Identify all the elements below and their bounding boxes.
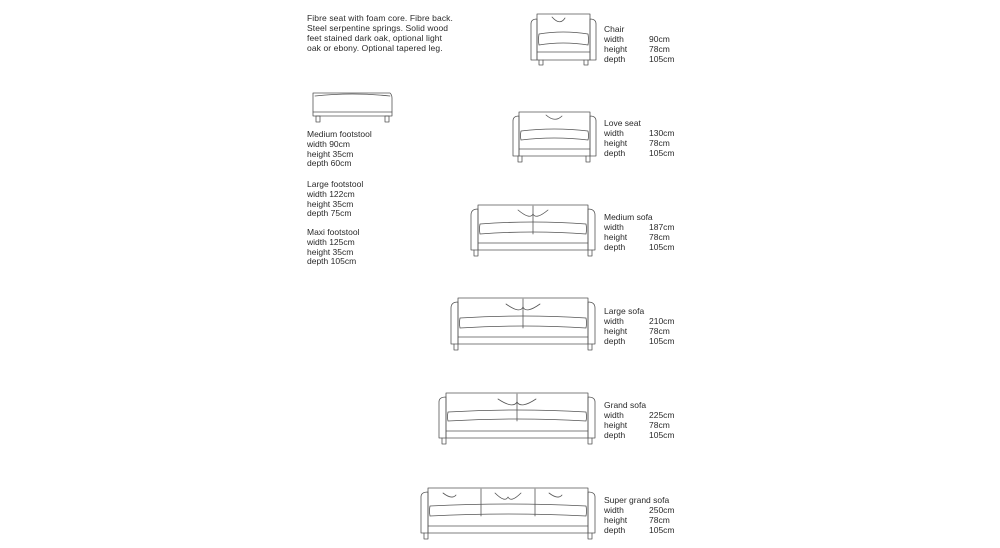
spec-grand-sofa (604, 400, 675, 440)
depth-label: depth (604, 148, 626, 158)
footstool-depth: depth 60cm (307, 158, 352, 169)
width-label: width (604, 128, 624, 138)
depth-label: depth (604, 242, 626, 252)
height-value: 78cm (649, 515, 670, 525)
width-value: 210cm (649, 316, 675, 326)
height-label: height (604, 420, 628, 430)
product-name: Large sofa (604, 306, 645, 316)
width-value: 225cm (649, 410, 675, 420)
width-label: width (604, 34, 624, 44)
product-name: Chair (604, 24, 625, 34)
height-value: 78cm (649, 44, 670, 54)
width-value: 130cm (649, 128, 675, 138)
depth-label: depth (604, 525, 626, 535)
footstool-width: width 122cm (307, 188, 355, 199)
product-name: Medium sofa (604, 212, 653, 222)
product-name: Love seat (604, 118, 641, 128)
depth-label: depth (604, 336, 626, 346)
product-name: Grand sofa (604, 400, 647, 410)
depth-value: 105cm (649, 242, 675, 252)
height-label: height (604, 232, 628, 242)
product-name: Super grand sofa (604, 495, 670, 505)
footstool-name: Maxi footstool (307, 227, 360, 237)
depth-value: 105cm (649, 525, 675, 535)
height-value: 78cm (649, 326, 670, 336)
footstool-height: height 35cm (307, 198, 354, 209)
depth-label: depth (604, 54, 626, 64)
footstool-spec-large (307, 180, 363, 219)
width-label: width (604, 410, 624, 420)
chair-drawing (531, 14, 596, 65)
footstool-width: width 90cm (307, 138, 350, 149)
height-label: height (604, 44, 628, 54)
width-value: 90cm (649, 34, 670, 44)
spec-super-grand-sofa (604, 495, 675, 535)
width-label: width (604, 316, 624, 326)
spec-love-seat (604, 118, 675, 158)
height-value: 78cm (649, 232, 670, 242)
depth-value: 105cm (649, 54, 675, 64)
height-value: 78cm (649, 420, 670, 430)
footstool-width: width 125cm (307, 236, 355, 247)
depth-value: 105cm (649, 336, 675, 346)
description-text: Fibre seat with foam core. Fibre back. Steel serpentine springs. Solid wood feet stained dark oak, optional light oak or ebony. Optional tapered leg. (307, 13, 453, 53)
footstool-depth: depth 75cm (307, 208, 352, 219)
large-sofa-drawing (451, 298, 595, 350)
love-seat-drawing (513, 112, 596, 162)
footstool-name: Medium footstool (307, 129, 372, 139)
depth-value: 105cm (649, 148, 675, 158)
width-label: width (604, 222, 624, 232)
footstool-height: height 35cm (307, 246, 354, 257)
footstool-spec-medium (307, 130, 372, 169)
footstool-height: height 35cm (307, 148, 354, 159)
width-value: 250cm (649, 505, 675, 515)
footstool-name: Large footstool (307, 179, 364, 189)
footstool-depth: depth 105cm (307, 256, 357, 267)
height-value: 78cm (649, 138, 670, 148)
height-label: height (604, 326, 628, 336)
width-value: 187cm (649, 222, 675, 232)
footstool-drawing (313, 93, 392, 122)
spec-large-sofa (604, 306, 675, 346)
spec-chair (604, 24, 675, 64)
width-label: width (604, 505, 624, 515)
depth-value: 105cm (649, 430, 675, 440)
spec-medium-sofa (604, 212, 675, 252)
super-grand-sofa-drawing (421, 488, 595, 539)
depth-label: depth (604, 430, 626, 440)
medium-sofa-drawing (471, 205, 595, 256)
footstool-spec-maxi (307, 228, 359, 267)
grand-sofa-drawing (439, 393, 595, 444)
height-label: height (604, 515, 628, 525)
height-label: height (604, 138, 628, 148)
